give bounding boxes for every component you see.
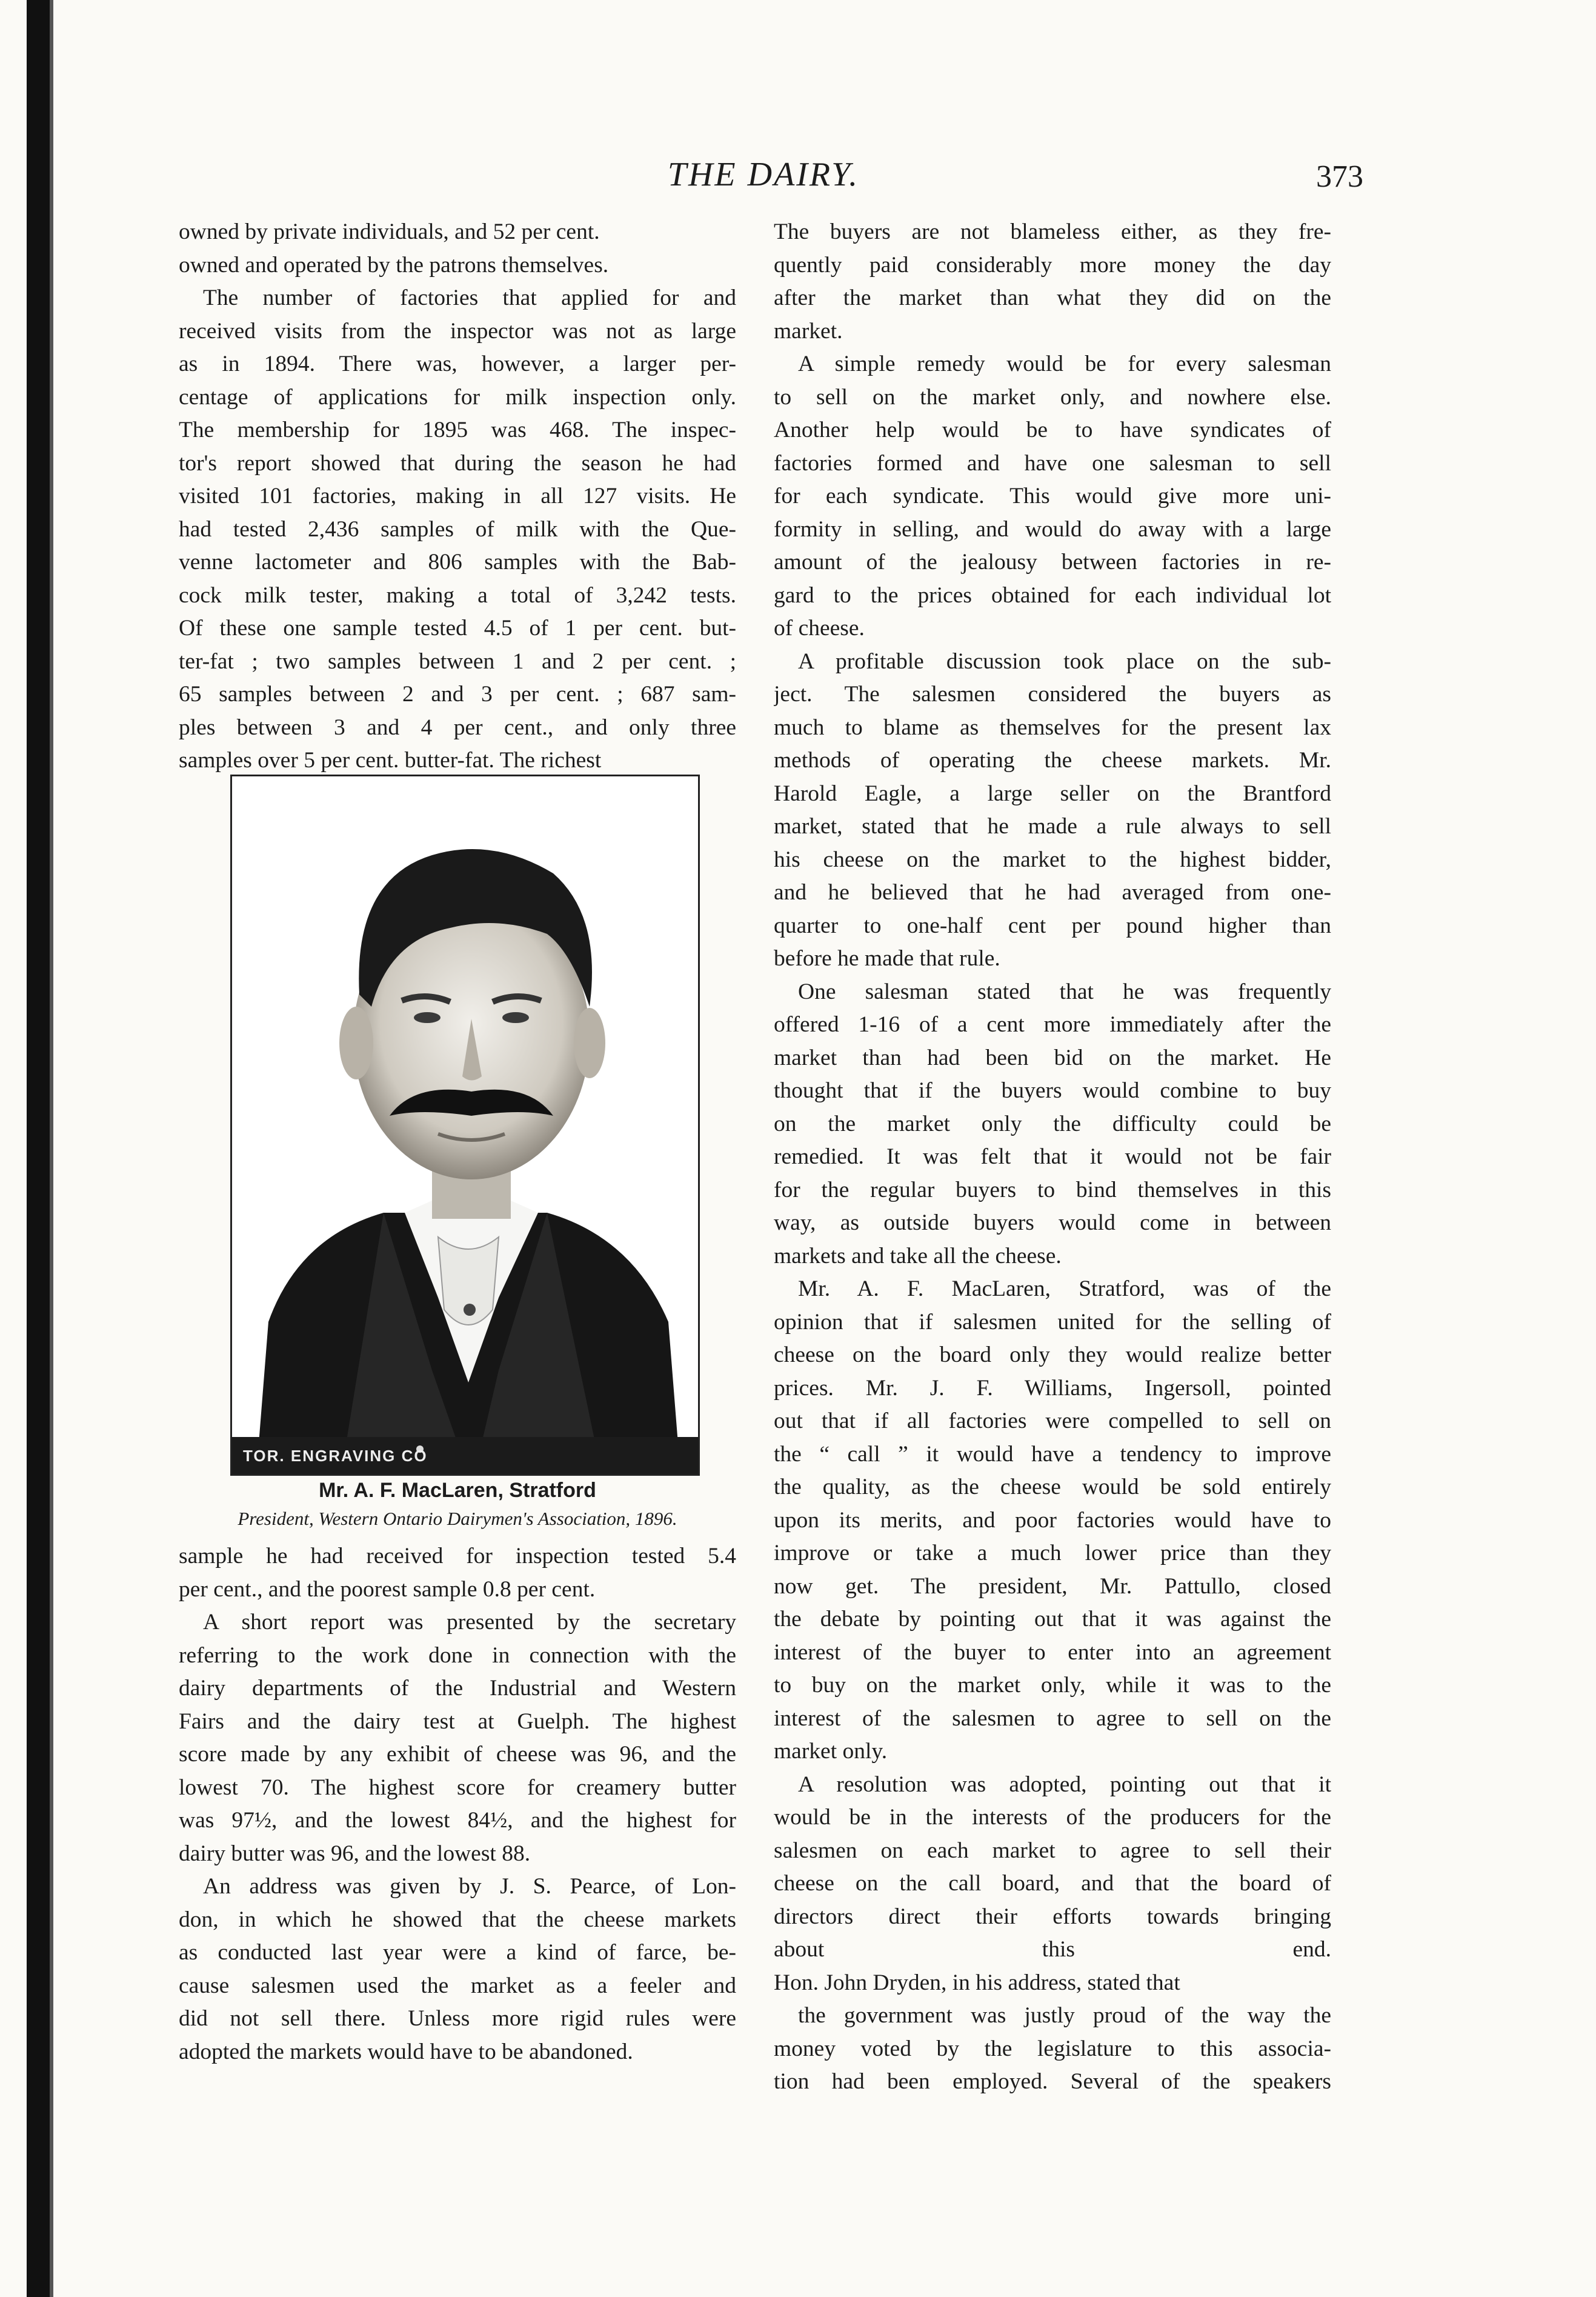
text-line: per cent., and the poorest sample 0.8 per cent. — [179, 1576, 596, 1602]
text-line: as in 1894. There was, however, a larger per- — [179, 352, 736, 376]
text-line: cause salesmen used the market as a feeler and — [179, 1973, 736, 1998]
text-line: amount of the jealousy between factories in re- — [774, 550, 1331, 575]
text-line: the quality, as the cheese would be sold entirely — [774, 1475, 1331, 1499]
text-line: visited 101 factories, making in all 127 visits. He — [179, 484, 736, 508]
text-line: to sell on the market only, and nowhere else. — [774, 384, 1331, 410]
text-line: gard to the prices obtained for each individual lot — [774, 582, 1331, 608]
text-line: cheese on the call board, and that the board of — [774, 1871, 1331, 1896]
text-line: A profitable discussion took place on the sub- — [798, 648, 1331, 674]
text-line: A resolution was adopted, pointing out that it — [798, 1772, 1331, 1797]
text-line: tion had been employed. Several of the speakers — [774, 2069, 1331, 2094]
text-line: methods of operating the cheese markets. Mr. — [774, 748, 1331, 773]
text-line: interest of the buyer to enter into an agreement — [774, 1639, 1331, 1665]
text-line: venne lactometer and 806 samples with the Bab- — [179, 550, 736, 575]
text-line: after the market than what they did on the — [774, 285, 1331, 310]
text-line: Of these one sample tested 4.5 of 1 per cent. but- — [179, 616, 736, 641]
caption-name: Mr. A. F. MacLaren, Stratford — [319, 1479, 596, 1502]
text-line: offered 1-16 of a cent more immediately after the — [774, 1012, 1331, 1037]
text-line: opinion that if salesmen united for the selling of — [774, 1309, 1331, 1335]
text-line: before he made that rule. — [774, 946, 1000, 971]
text-line: Another help would be to have syndicates of — [774, 418, 1331, 442]
text-line: improve or take a much lower price than they — [774, 1541, 1331, 1565]
text-line: for each syndicate. This would give more uni- — [774, 484, 1331, 508]
text-line: directors direct their efforts towards bringing — [774, 1904, 1331, 1929]
text-line: market, stated that he made a rule always to sell — [774, 814, 1331, 839]
text-line: owned by private individuals, and 52 per cent. — [179, 219, 600, 244]
text-line: factories formed and have one salesman to sell — [774, 450, 1331, 476]
left-column-bottom — [179, 1540, 736, 2069]
text-line: Harold Eagle, a large seller on the Brantford — [774, 781, 1331, 806]
text-line: about this end. — [774, 1937, 1331, 1962]
text-line: adopted the markets would have to be abandoned. — [179, 2039, 633, 2064]
text-line: the government was justly proud of the way the — [798, 2003, 1331, 2028]
text-line: formity in selling, and would do away with a large — [774, 516, 1331, 542]
text-line: of cheese. — [774, 616, 865, 641]
text-line: prices. Mr. J. F. Williams, Ingersoll, pointed — [774, 1375, 1331, 1401]
binding-spine — [27, 0, 50, 2297]
text-line: money voted by the legislature to this associa- — [774, 2036, 1331, 2061]
text-line: The membership for 1895 was 468. The inspec- — [179, 418, 736, 442]
text-line: market than had been bid on the market. He — [774, 1045, 1331, 1070]
text-line: markets and take all the cheese. — [774, 1243, 1062, 1269]
text-line: market only. — [774, 1739, 888, 1764]
text-line: score made by any exhibit of cheese was 96, and the — [179, 1742, 736, 1767]
text-line: don, in which he showed that the cheese markets — [179, 1907, 736, 1932]
caption-title: President, Western Ontario Dairymen's Association, 1896. — [238, 1508, 677, 1529]
text-line: his cheese on the market to the highest bidder, — [774, 847, 1331, 872]
text-line: to buy on the market only, while it was to the — [774, 1673, 1331, 1698]
text-line: now get. The president, Mr. Pattullo, closed — [774, 1573, 1331, 1599]
text-line: dairy departments of the Industrial and Western — [179, 1676, 736, 1701]
text-line: much to blame as themselves for the present lax — [774, 715, 1331, 740]
text-line: owned and operated by the patrons themselves. — [179, 252, 609, 278]
text-line: remedied. It was felt that it would not be fair — [774, 1144, 1331, 1169]
text-line: A short report was presented by the secretary — [203, 1610, 736, 1635]
text-line: way, as outside buyers would come in between — [774, 1210, 1331, 1235]
binding-edge — [50, 0, 53, 2297]
text-line: interest of the salesmen to agree to sell on the — [774, 1705, 1331, 1731]
portrait-illustration — [232, 776, 698, 1474]
text-line: the “ call ” it would have a tendency to improve — [774, 1441, 1331, 1467]
text-line: ject. The salesmen considered the buyers as — [774, 682, 1331, 707]
text-line: The number of factories that applied for and — [203, 285, 736, 310]
text-line: thought that if the buyers would combine to buy — [774, 1078, 1331, 1103]
text-line: referring to the work done in connection with the — [179, 1642, 736, 1668]
text-line: upon its merits, and poor factories would have to — [774, 1507, 1331, 1533]
text-line: would be in the interests of the producers for the — [774, 1805, 1331, 1830]
text-line: Fairs and the dairy test at Guelph. The highest — [179, 1709, 736, 1734]
text-line: cheese on the board only they would realize better — [774, 1342, 1331, 1367]
left-column-top — [179, 216, 736, 778]
text-line: ples between 3 and 4 per cent., and only three — [179, 715, 736, 740]
text-line: salesmen on each market to agree to sell their — [774, 1838, 1331, 1863]
text-line: centage of applications for milk inspection only. — [179, 384, 736, 410]
text-line: and he believed that he had averaged from one- — [774, 880, 1331, 905]
text-line: had tested 2,436 samples of milk with the Que- — [179, 516, 736, 542]
text-line: market. — [774, 318, 843, 344]
text-line: quently paid considerably more money the day — [774, 252, 1331, 278]
text-line: Mr. A. F. MacLaren, Stratford, was of the — [798, 1276, 1331, 1301]
text-line: the debate by pointing out that it was against the — [774, 1607, 1331, 1632]
text-line: out that if all factories were compelled to sell on — [774, 1409, 1331, 1433]
running-head: THE DAIRY. — [667, 156, 860, 193]
text-line: dairy butter was 96, and the lowest 88. — [179, 1841, 531, 1866]
text-line: The buyers are not blameless either, as they fre- — [774, 219, 1331, 244]
text-line: One salesman stated that he was frequently — [798, 979, 1331, 1004]
text-line: ter-fat ; two samples between 1 and 2 per cent. ; — [179, 648, 736, 674]
engraver-credit: TOR. ENGRAVING CO — [243, 1447, 428, 1465]
text-line: was 97½, and the lowest 84½, and the highest for — [179, 1808, 736, 1833]
text-line: sample he had received for inspection tested 5.4 — [179, 1544, 736, 1569]
text-line: received visits from the inspector was not as large — [179, 318, 736, 344]
text-line: An address was given by J. S. Pearce, of Lon- — [203, 1874, 736, 1899]
text-line: quarter to one-half cent per pound higher than — [774, 913, 1331, 938]
right-column — [774, 216, 1331, 2099]
text-line: A simple remedy would be for every salesman — [798, 352, 1331, 376]
text-line: for the regular buyers to bind themselves in this — [774, 1177, 1331, 1202]
text-line: did not sell there. Unless more rigid rules were — [179, 2006, 736, 2031]
text-line: Hon. John Dryden, in his address, stated that — [774, 1970, 1180, 1995]
page-number: 373 — [1316, 159, 1363, 194]
text-line: tor's report showed that during the season he had — [179, 450, 736, 476]
text-line: samples over 5 per cent. butter-fat. The richest — [179, 748, 602, 773]
text-line: 65 samples between 2 and 3 per cent. ; 687 sam- — [179, 682, 736, 707]
text-line: as conducted last year were a kind of farce, be- — [179, 1940, 736, 1965]
text-line: cock milk tester, making a total of 3,242 tests. — [179, 582, 736, 608]
text-line: lowest 70. The highest score for creamery butter — [179, 1775, 736, 1800]
portrait-figure — [230, 775, 700, 1476]
text-line: on the market only the difficulty could be — [774, 1111, 1331, 1136]
